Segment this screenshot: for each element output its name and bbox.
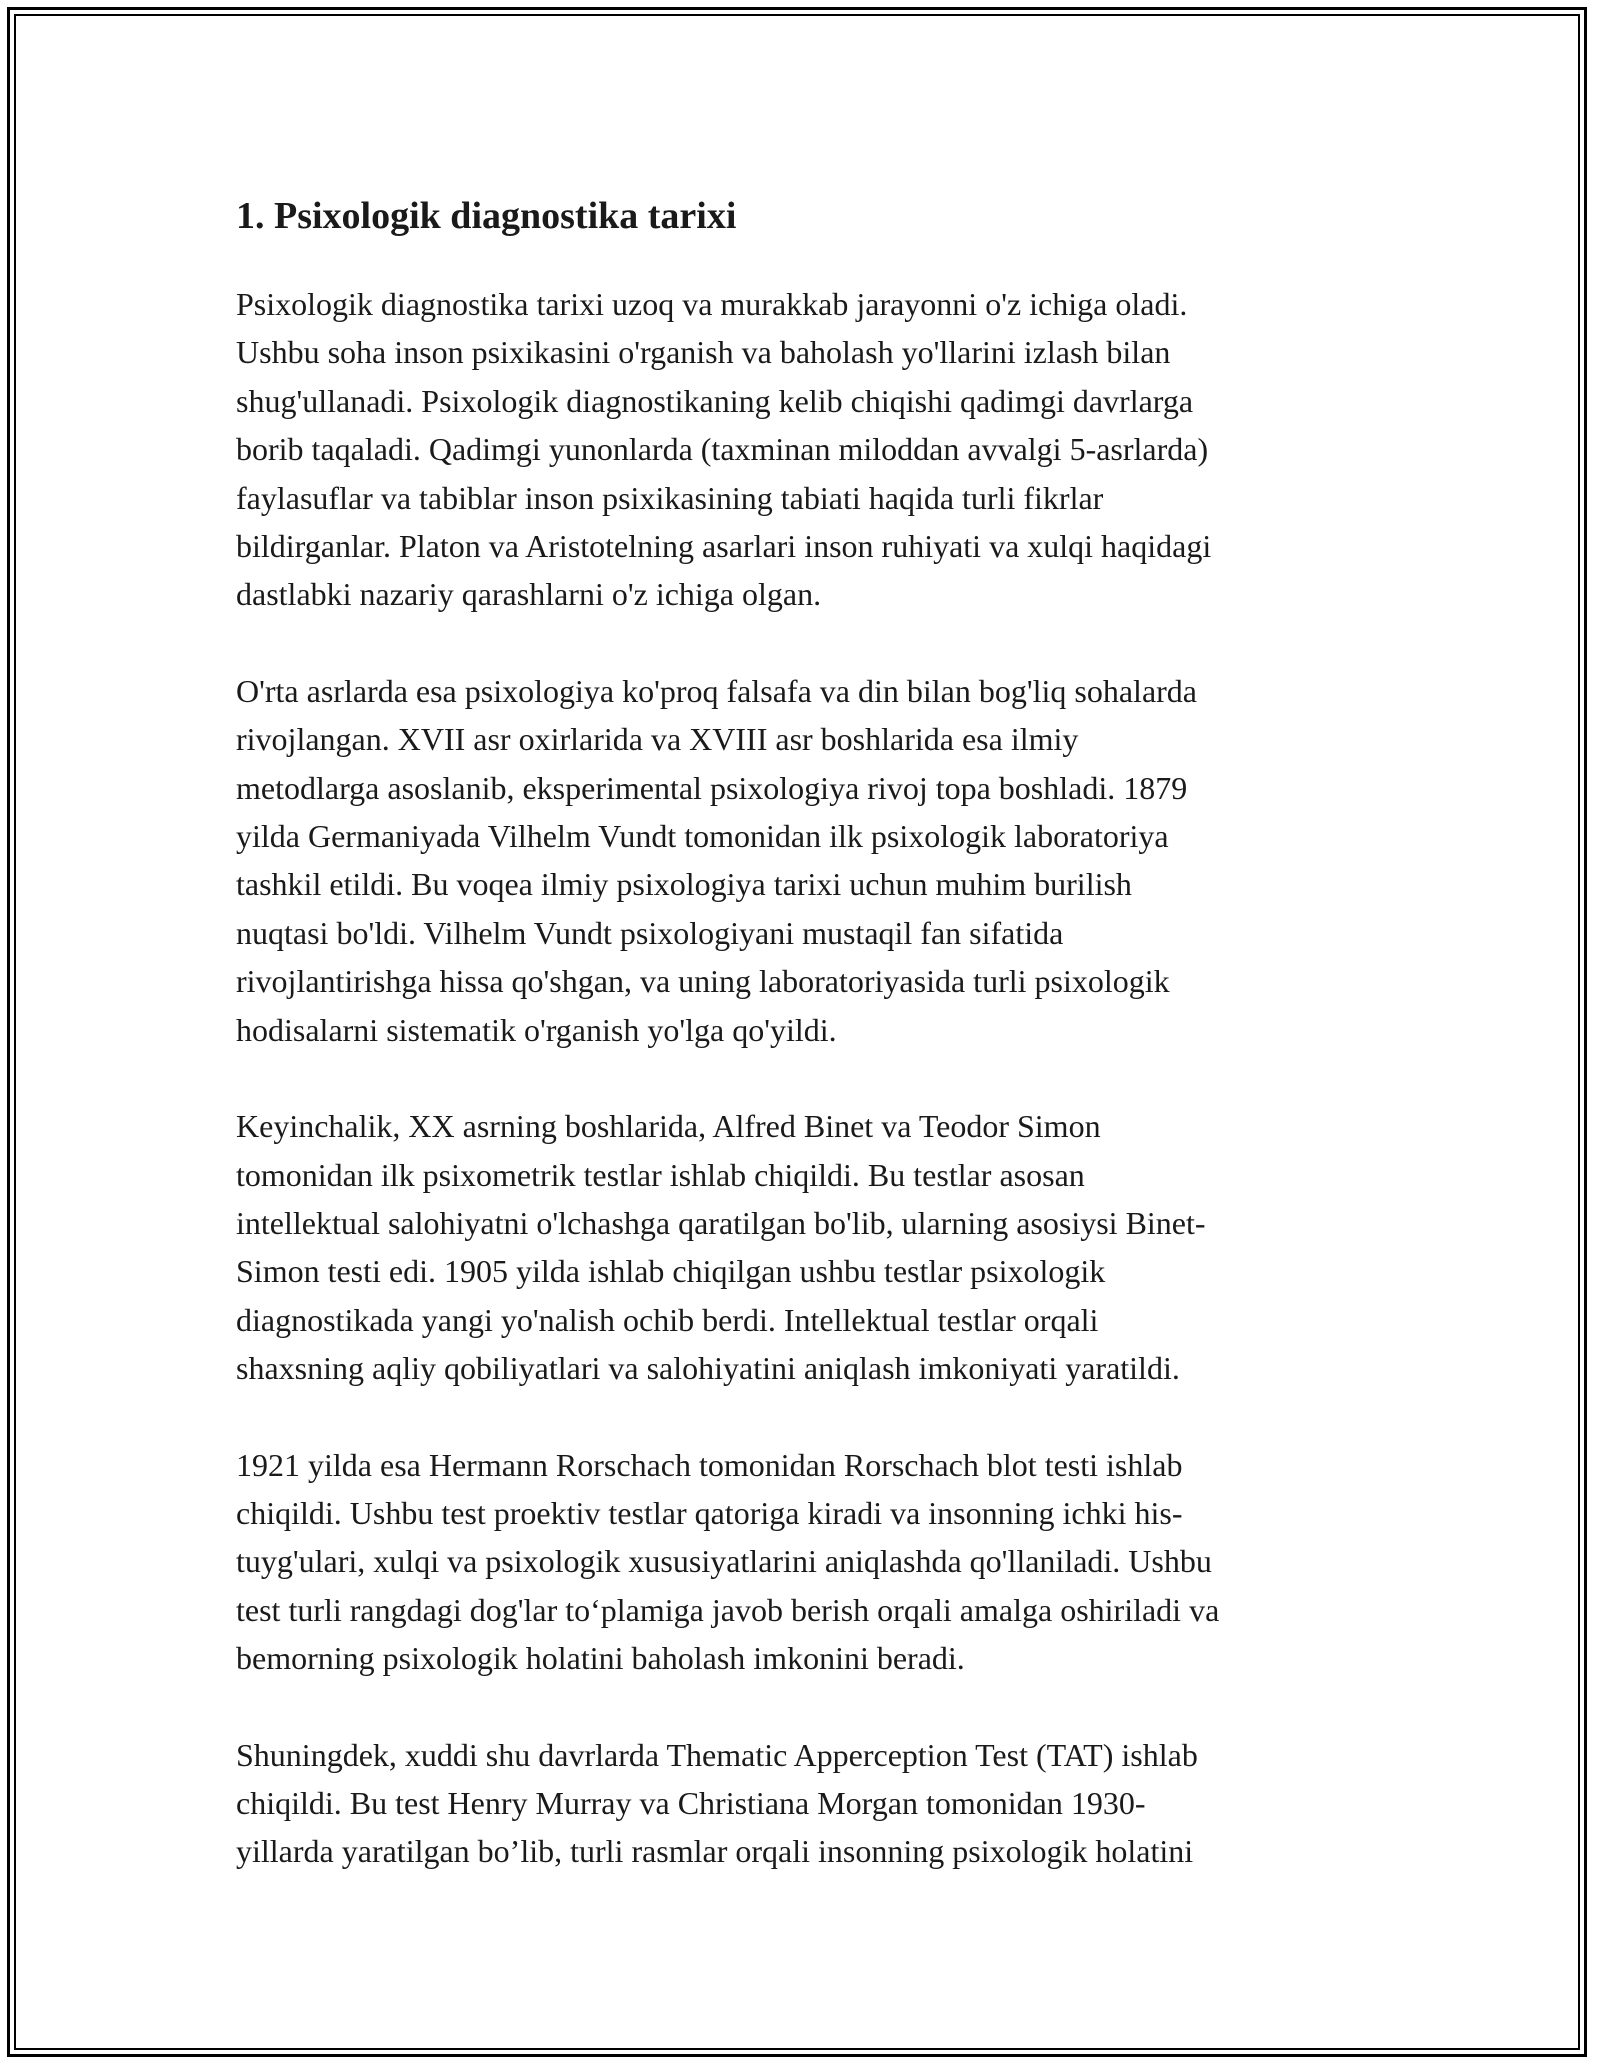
text-line: shaxsning aqliy qobiliyatlari va salohiyatini aniqlash imkoniyati yaratildi. [236,1350,1180,1387]
text-line: Keyinchalik, XX asrning boshlarida, Alfred Binet va Teodor Simon [236,1108,1101,1145]
text-line: shug'ullanadi. Psixologik diagnostikaning kelib chiqishi qadimgi davrlarga [236,382,1194,419]
text-line: intellektual salohiyatni o'lchashga qaratilgan bo'lib, ularning asosiysi Binet- [236,1204,1206,1241]
text-line: metodlarga asoslanib, eksperimental psixologiya rivoj topa boshladi. 1879 [236,769,1188,806]
text-line: 1921 yilda esa Hermann Rorschach tomonidan Rorschach blot testi ishlab [236,1446,1183,1483]
text-line: tomonidan ilk psixometrik testlar ishlab chiqildi. Bu testlar asosan [236,1156,1085,1193]
text-line: chiqildi. Ushbu test proektiv testlar qatoriga kiradi va insonning ichki his- [236,1494,1183,1531]
text-line: Shuningdek, xuddi shu davrlarda Thematic Apperception Test (TAT) ishlab [236,1736,1198,1773]
text-line: yilda Germaniyada Vilhelm Vundt tomonidan ilk psixologik laboratoriya [236,818,1169,855]
text-line: hodisalarni sistematik o'rganish yo'lga qo'yildi. [236,1011,837,1048]
text-line: O'rta asrlarda esa psixologiya ko'proq falsafa va din bilan bog'liq sohalarda [236,672,1197,709]
text-line: diagnostikada yangi yo'nalish ochib berdi. Intellektual testlar orqali [236,1301,1099,1338]
text-line: bemorning psixologik holatini baholash imkonini beradi. [236,1640,965,1677]
text-line: chiqildi. Bu test Henry Murray va Christiana Morgan tomonidan 1930- [236,1784,1146,1821]
paragraph-5 [236,1731,1364,1876]
document-page [236,188,1364,1924]
text-line: rivojlantirishga hissa qo'shgan, va uning laboratoriyasida turli psixologik [236,963,1170,1000]
text-line: yillarda yaratilgan bo’lib, turli rasmlar orqali insonning psixologik holatini [236,1833,1194,1870]
text-line: rivojlangan. XVII asr oxirlarida va XVIII asr boshlarida esa ilmiy [236,721,1079,758]
paragraph-1 [236,280,1364,619]
text-line: faylasuflar va tabiblar inson psixikasining tabiati haqida turli fikrlar [236,479,1104,516]
text-line: dastlabki nazariy qarashlarni o'z ichiga olgan. [236,576,822,613]
text-line: Simon testi edi. 1905 yilda ishlab chiqilgan ushbu testlar psixologik [236,1253,1106,1290]
section-heading: 1. Psixologik diagnostika tarixi [236,195,737,237]
text-line: test turli rangdagi dog'lar to‘plamiga javob berish orqali amalga oshiriladi va [236,1591,1220,1628]
text-line: Psixologik diagnostika tarixi uzoq va murakkab jarayonni o'z ichiga oladi. [236,286,1188,322]
text-line: bildirganlar. Platon va Aristotelning asarlari inson ruhiyati va xulqi haqidagi [236,528,1212,565]
text-line: tashkil etildi. Bu voqea ilmiy psixologiya tarixi uchun muhim burilish [236,866,1132,903]
text-line: nuqtasi bo'ldi. Vilhelm Vundt psixologiyani mustaqil fan sifatida [236,914,1064,951]
paragraph-3 [236,1102,1364,1392]
paragraph-4 [236,1441,1364,1683]
text-line: tuyg'ulari, xulqi va psixologik xususiyatlarini aniqlashda qo'llaniladi. Ushbu [236,1543,1212,1580]
text-line: Ushbu soha inson psixikasini o'rganish va baholash yo'llarini izlash bilan [236,334,1171,371]
text-line: borib taqaladi. Qadimgi yunonlarda (taxminan miloddan avvalgi 5-asrlarda) [236,431,1209,468]
paragraph-2 [236,667,1364,1054]
